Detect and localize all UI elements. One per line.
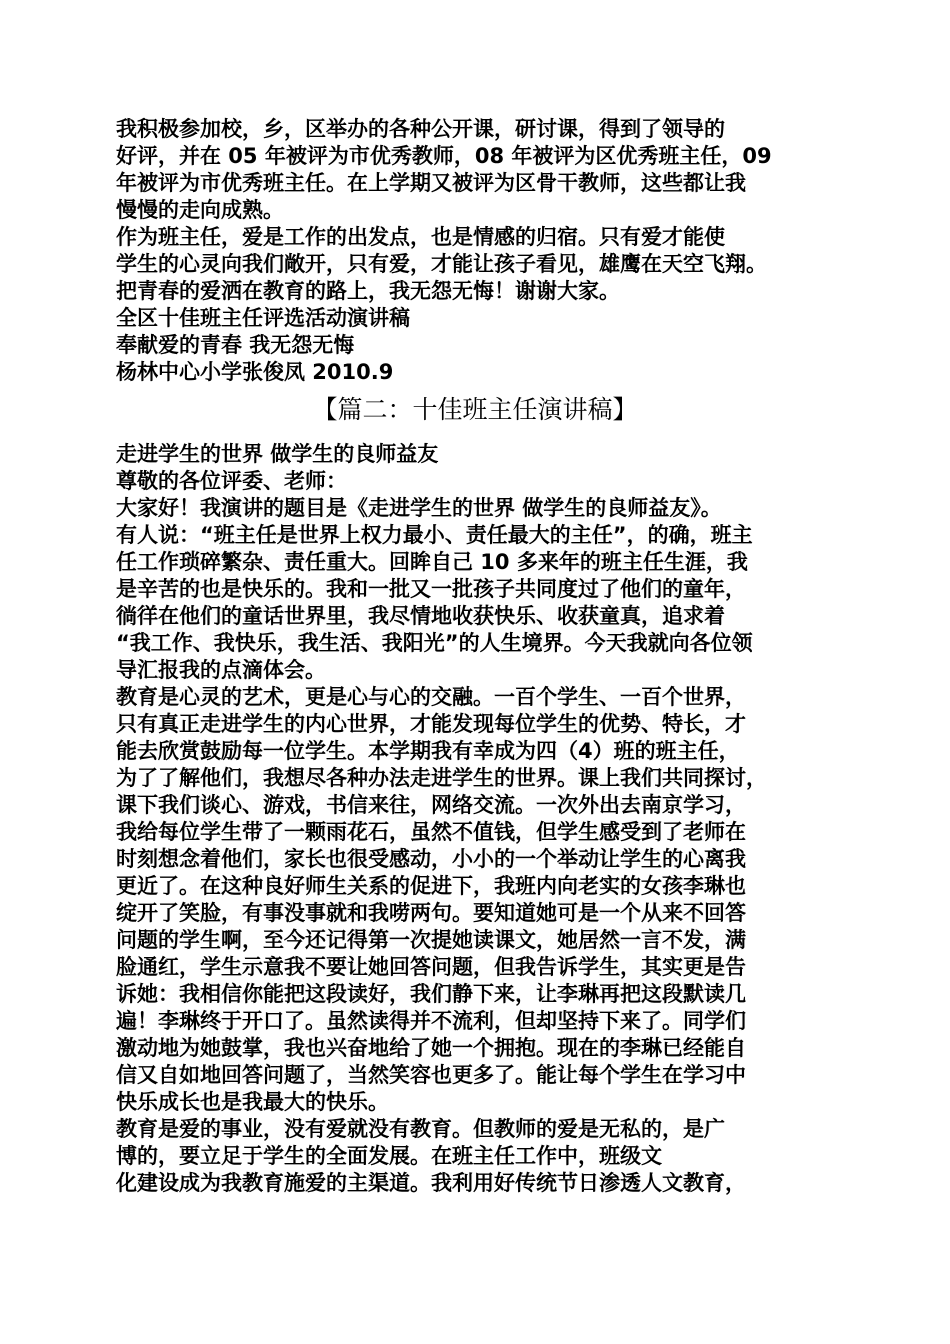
speech-two-section xyxy=(116,441,846,1197)
text-line: “我工作、我快乐，我生活、我阳光”的人生境界。今天我就向各位领 xyxy=(116,631,753,655)
speech-two-title: 走进学生的世界 做学生的良师益友 xyxy=(116,442,439,466)
text-line: 教育是爱的事业，没有爱就没有教育。但教师的爱是无私的，是广 xyxy=(116,1117,725,1141)
text-line: 导汇报我的点滴体会。 xyxy=(116,658,326,682)
text-line: 遍！李琳终于开口了。虽然读得并不流利，但却坚持下来了。同学们 xyxy=(116,1009,746,1033)
text-line: 我给每位学生带了一颗雨花石，虽然不值钱，但学生感受到了老师在 xyxy=(116,820,746,844)
text-line: 慢慢的走向成熟。 xyxy=(116,198,284,222)
text-line: 只有真正走进学生的内心世界，才能发现每位学生的优势、特长，才 xyxy=(116,712,746,736)
text-line: 是辛苦的也是快乐的。我和一批又一批孩子共同度过了他们的童年， xyxy=(116,577,746,601)
text-line: 我积极参加校，乡，区举办的各种公开课，研讨课，得到了领导的 xyxy=(116,117,725,141)
text-line: 信又自如地回答问题了，当然笑容也更多了。能让每个学生在学习中 xyxy=(116,1063,746,1087)
speech-event-title: 全区十佳班主任评选活动演讲稿 xyxy=(116,306,410,330)
text-line: 诉她：我相信你能把这段读好，我们静下来，让李琳再把这段默读几 xyxy=(116,982,746,1006)
text-line: 任工作琐碎繁杂、责任重大。回眸自己 10 多来年的班主任生涯，我 xyxy=(116,550,748,574)
text-line: 更近了。在这种良好师生关系的促进下，我班内向老实的女孩李琳也 xyxy=(116,874,746,898)
text-line: 徜徉在他们的童话世界里，我尽情地收获快乐、收获童真，追求着 xyxy=(116,604,725,628)
text-line: 博的，要立足于学生的全面发展。在班主任工作中，班级文 xyxy=(116,1144,662,1168)
text-line: 课下我们谈心、游戏，书信来往，网络交流。一次外出去南京学习， xyxy=(116,793,746,817)
text-line: 问题的学生啊，至今还记得第一次提她读课文，她居然一言不发，满 xyxy=(116,928,746,952)
text-line: 激动地为她鼓掌，我也兴奋地给了她一个拥抱。现在的李琳已经能自 xyxy=(116,1036,746,1060)
greeting-line: 尊敬的各位评委、老师： xyxy=(116,469,347,493)
text-line: 学生的心灵向我们敞开，只有爱，才能让孩子看见，雄鹰在天空飞翔。 xyxy=(116,252,767,276)
text-line: 有人说：“班主任是世界上权力最小、责任最大的主任”，的确，班主 xyxy=(116,523,753,547)
text-line: 绽开了笑脸，有事没事就和我唠两句。要知道她可是一个从来不回答 xyxy=(116,901,746,925)
text-line: 时刻想念着他们，家长也很受感动，小小的一个举动让学生的心离我 xyxy=(116,847,746,871)
text-line: 化建设成为我教育施爱的主渠道。我利用好传统节日渗透人文教育， xyxy=(116,1171,746,1195)
text-line: 为了了解他们，我想尽各种办法走进学生的世界。课上我们共同探讨， xyxy=(116,766,767,790)
speech-ending-section xyxy=(116,116,846,386)
speaker-and-date: 杨林中心小学张俊凤 2010.9 xyxy=(116,360,394,384)
text-line: 脸通红，学生示意我不要让她回答问题，但我告诉学生，其实更是告 xyxy=(116,955,746,979)
text-line: 好评，并在 05 年被评为市优秀教师，08 年被评为区优秀班主任，09 xyxy=(116,144,772,168)
text-line: 年被评为市优秀班主任。在上学期又被评为区骨干教师，这些都让我 xyxy=(116,171,746,195)
text-line: 大家好！我演讲的题目是《走进学生的世界 做学生的良师益友》。 xyxy=(116,496,722,520)
text-line: 快乐成长也是我最大的快乐。 xyxy=(116,1090,389,1114)
text-line: 教育是心灵的艺术，更是心与心的交融。一百个学生、一百个世界， xyxy=(116,685,746,709)
text-line: 作为班主任，爱是工作的出发点，也是情感的归宿。只有爱才能使 xyxy=(116,225,725,249)
speech-title: 奉献爱的青春 我无怨无悔 xyxy=(116,333,355,357)
text-line: 能去欣赏鼓励每一位学生。本学期我有幸成为四（4）班的班主任， xyxy=(116,739,740,763)
section-heading: 【篇二：十佳班主任演讲稿】 xyxy=(312,395,638,424)
text-line: 把青春的爱洒在教育的路上，我无怨无悔！谢谢大家。 xyxy=(116,279,620,303)
